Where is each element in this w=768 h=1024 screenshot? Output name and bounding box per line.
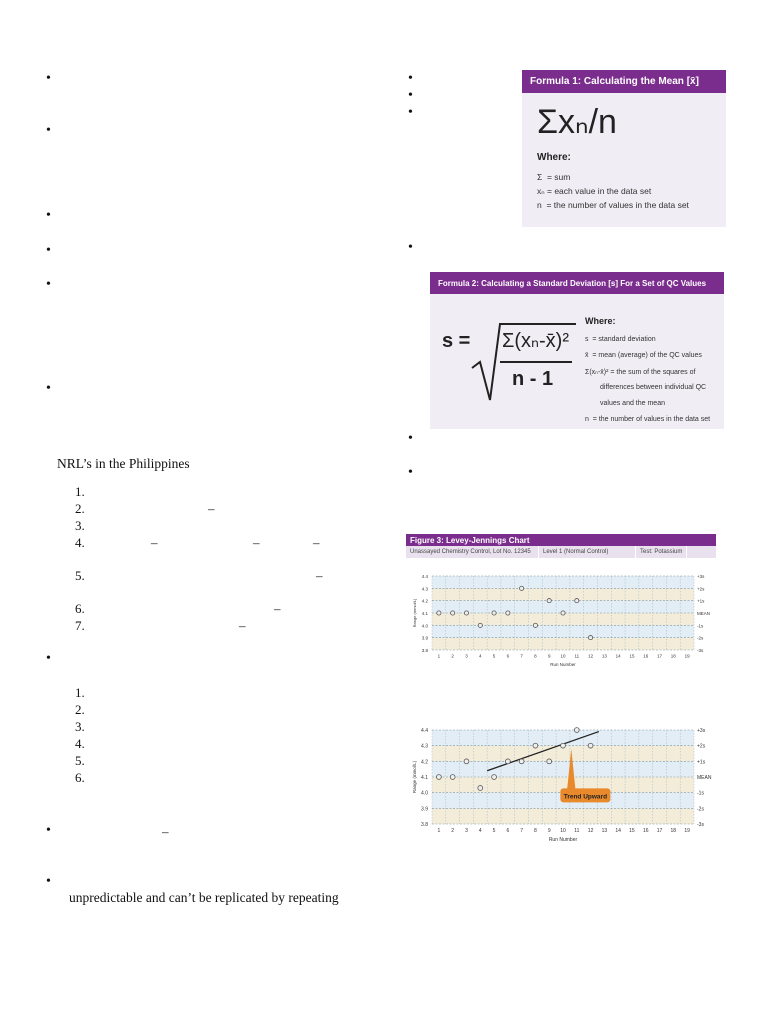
x-tick-label: 6: [506, 653, 510, 659]
list-number: 1.: [75, 484, 85, 499]
bullet: •: [46, 208, 51, 223]
formula-def: values and the mean: [600, 400, 665, 407]
bullet: •: [408, 431, 413, 446]
formula-def: differences between individual QC: [600, 384, 707, 391]
levey-jennings-chart: [406, 534, 716, 674]
list-number: 3.: [75, 518, 85, 533]
chart-subtitle-bar: [406, 546, 716, 558]
x-tick-label: 19: [684, 828, 690, 834]
list-number: 3.: [75, 719, 85, 734]
y-tick-label: 3.9: [421, 806, 428, 813]
x-tick-label: 11: [574, 828, 580, 834]
data-point: [520, 586, 524, 590]
chart-band: [432, 625, 694, 637]
right-label: +3s: [697, 728, 706, 734]
right-label: -1s: [697, 623, 704, 629]
y-tick-label: 4.4: [421, 574, 428, 579]
data-point: [574, 728, 579, 733]
x-tick-label: 12: [588, 653, 594, 659]
y-tick-label: 4.1: [421, 775, 428, 781]
list-number: 7.: [75, 618, 85, 633]
bullet: •: [46, 277, 51, 292]
chart-band: [432, 588, 694, 600]
data-point: [478, 786, 483, 791]
bullet: •: [46, 823, 51, 838]
data-point: [561, 611, 565, 615]
x-tick-label: 9: [547, 653, 551, 659]
x-tick-label: 13: [601, 828, 608, 834]
formula-def: Σ(xₙ-x̄)² = the sum of the squares of: [585, 369, 696, 376]
bullet: •: [408, 88, 413, 103]
x-tick-label: 16: [642, 828, 649, 834]
right-label: MEAN: [697, 775, 712, 781]
section-heading: NRL’s in the Philippines: [57, 456, 190, 471]
formula-where: Where:: [585, 316, 616, 326]
right-label: -3s: [697, 822, 704, 828]
data-point: [492, 611, 496, 615]
x-tick-label: 4: [478, 828, 482, 834]
right-label: +2s: [697, 586, 705, 592]
chart-subtitle: Test: Potassium: [636, 546, 687, 558]
x-tick-label: 15: [629, 828, 635, 834]
data-point: [575, 599, 579, 603]
data-point: [451, 611, 455, 615]
y-tick-label: 4.3: [421, 586, 428, 592]
x-tick-label: 14: [615, 828, 621, 834]
chart-band: [432, 808, 694, 824]
data-point: [505, 759, 510, 764]
x-tick-label: 7: [520, 653, 523, 659]
list-number: 5.: [75, 753, 85, 768]
y-axis-label: Range (mmol/L): [412, 760, 417, 794]
y-tick-label: 4.0: [421, 623, 428, 629]
x-tick-label: 18: [670, 828, 677, 834]
dash: –: [274, 601, 281, 616]
x-tick-label: 5: [492, 828, 496, 834]
x-axis-label: Run Number: [550, 662, 576, 667]
x-tick-label: 2: [451, 828, 455, 834]
bullet: •: [408, 105, 413, 120]
y-tick-label: 4.2: [421, 598, 428, 604]
list-number: 4.: [75, 736, 85, 751]
x-tick-label: 11: [574, 653, 580, 659]
data-point: [436, 775, 441, 780]
x-tick-label: 6: [506, 828, 510, 834]
list-number: 5.: [75, 568, 85, 583]
x-tick-label: 19: [684, 653, 690, 659]
formula-numerator: Σ(xₙ-x̄)²: [502, 330, 569, 352]
x-tick-label: 13: [601, 653, 607, 659]
dash: –: [313, 535, 320, 550]
formula-mean-box: [522, 70, 726, 227]
data-point: [450, 775, 455, 780]
formula-denominator: n - 1: [512, 368, 554, 390]
data-point: [519, 759, 524, 764]
formula-def: x̄ = mean (average) of the QC values: [585, 352, 702, 359]
dash: –: [316, 568, 323, 583]
data-point: [547, 759, 552, 764]
formula-def: xₙ = each value in the data set: [537, 186, 652, 196]
data-point: [506, 611, 510, 615]
formula-def: n = the number of values in the data set: [537, 200, 689, 210]
chart-plot: [406, 558, 716, 674]
formula-where: Where:: [537, 152, 571, 163]
formula-def: Σ = sum: [537, 172, 571, 182]
right-label: -1s: [697, 790, 704, 797]
list-number: 2.: [75, 702, 85, 717]
right-label: MEAN: [697, 611, 711, 616]
x-tick-label: 3: [465, 828, 468, 834]
x-axis-label: Run Number: [548, 837, 578, 843]
bullet: •: [46, 123, 51, 138]
right-label: +1s: [697, 598, 705, 604]
formula-def: s = standard deviation: [585, 336, 656, 343]
x-tick-label: 7: [520, 828, 524, 834]
list-number: 2.: [75, 501, 85, 516]
y-tick-label: 4.2: [421, 759, 428, 766]
dash: –: [151, 535, 158, 550]
right-label: -2s: [697, 806, 704, 813]
bullet: •: [408, 240, 413, 255]
formula-expression: Σxₙ/n: [537, 103, 617, 141]
data-point: [533, 743, 538, 748]
x-tick-label: 8: [534, 828, 537, 834]
y-tick-label: 3.8: [421, 822, 428, 828]
x-tick-label: 17: [656, 828, 663, 834]
x-tick-label: 3: [465, 653, 468, 659]
right-label: +3s: [697, 574, 705, 579]
chart-subtitle: Level 1 (Normal Control): [539, 546, 636, 558]
chart-band: [432, 638, 694, 650]
dash: –: [253, 535, 260, 550]
bullet: •: [46, 243, 51, 258]
data-point: [547, 599, 551, 603]
right-label: -3s: [697, 648, 704, 653]
y-axis-label: Range (mmol/L): [412, 598, 417, 628]
dash: –: [208, 501, 215, 516]
x-tick-label: 10: [560, 653, 566, 659]
x-tick-label: 16: [643, 653, 649, 659]
trend-chart: [406, 722, 718, 856]
annotation-label: Trend Upward: [563, 793, 608, 801]
data-point: [492, 775, 497, 780]
bullet: •: [408, 465, 413, 480]
right-label: -2s: [697, 635, 704, 641]
list-number: 4.: [75, 535, 85, 550]
data-point: [464, 611, 468, 615]
list-number: 6.: [75, 770, 85, 785]
formula-title: Formula 1: Calculating the Mean [x̄]: [522, 70, 726, 93]
x-tick-label: 5: [492, 653, 496, 659]
data-point: [561, 743, 566, 748]
x-tick-label: 4: [479, 653, 482, 659]
list-number: 1.: [75, 685, 85, 700]
x-tick-label: 18: [670, 653, 676, 659]
x-tick-label: 1: [437, 828, 441, 834]
right-label: +2s: [697, 743, 706, 750]
data-point: [437, 611, 441, 615]
y-tick-label: 4.3: [421, 743, 428, 750]
formula-def: n = the number of values in the data set: [585, 416, 711, 423]
y-tick-label: 3.9: [421, 635, 428, 641]
bullet: •: [46, 381, 51, 396]
body-text: unpredictable and can’t be replicated by repeating: [69, 890, 339, 905]
data-point: [464, 759, 469, 764]
x-tick-label: 10: [560, 828, 566, 834]
data-point: [588, 743, 593, 748]
data-point: [478, 623, 482, 627]
chart-band: [432, 761, 694, 777]
formula-title: Formula 2: Calculating a Standard Deviation [s] For a Set of QC Values: [430, 272, 724, 294]
x-tick-label: 14: [615, 653, 621, 659]
formula-lhs: s =: [442, 330, 471, 352]
bullet: •: [46, 651, 51, 666]
y-tick-label: 4.4: [421, 728, 428, 734]
x-tick-label: 17: [657, 653, 663, 659]
chart-title: Figure 3: Levey-Jennings Chart: [406, 534, 716, 546]
list-number: 6.: [75, 601, 85, 616]
x-tick-label: 8: [534, 653, 537, 659]
x-tick-label: 15: [629, 653, 635, 659]
x-tick-label: 2: [451, 653, 454, 659]
bullet: •: [46, 874, 51, 889]
dash: –: [239, 618, 246, 633]
y-tick-label: 3.8: [421, 648, 428, 653]
chart-plot: [406, 722, 718, 856]
x-tick-label: 9: [547, 828, 551, 834]
x-tick-label: 1: [437, 653, 441, 659]
chart-band: [432, 576, 694, 588]
data-point: [588, 636, 592, 640]
y-tick-label: 4.1: [421, 611, 428, 616]
x-tick-label: 12: [587, 828, 594, 834]
bullet: •: [408, 71, 413, 86]
right-label: +1s: [697, 759, 706, 766]
y-tick-label: 4.0: [421, 790, 428, 797]
chart-subtitle: Unassayed Chemistry Control, Lot No. 12345: [406, 546, 539, 558]
bullet: •: [46, 71, 51, 86]
data-point: [533, 623, 537, 627]
formula-sd-box: [430, 272, 724, 429]
dash: –: [162, 824, 169, 839]
